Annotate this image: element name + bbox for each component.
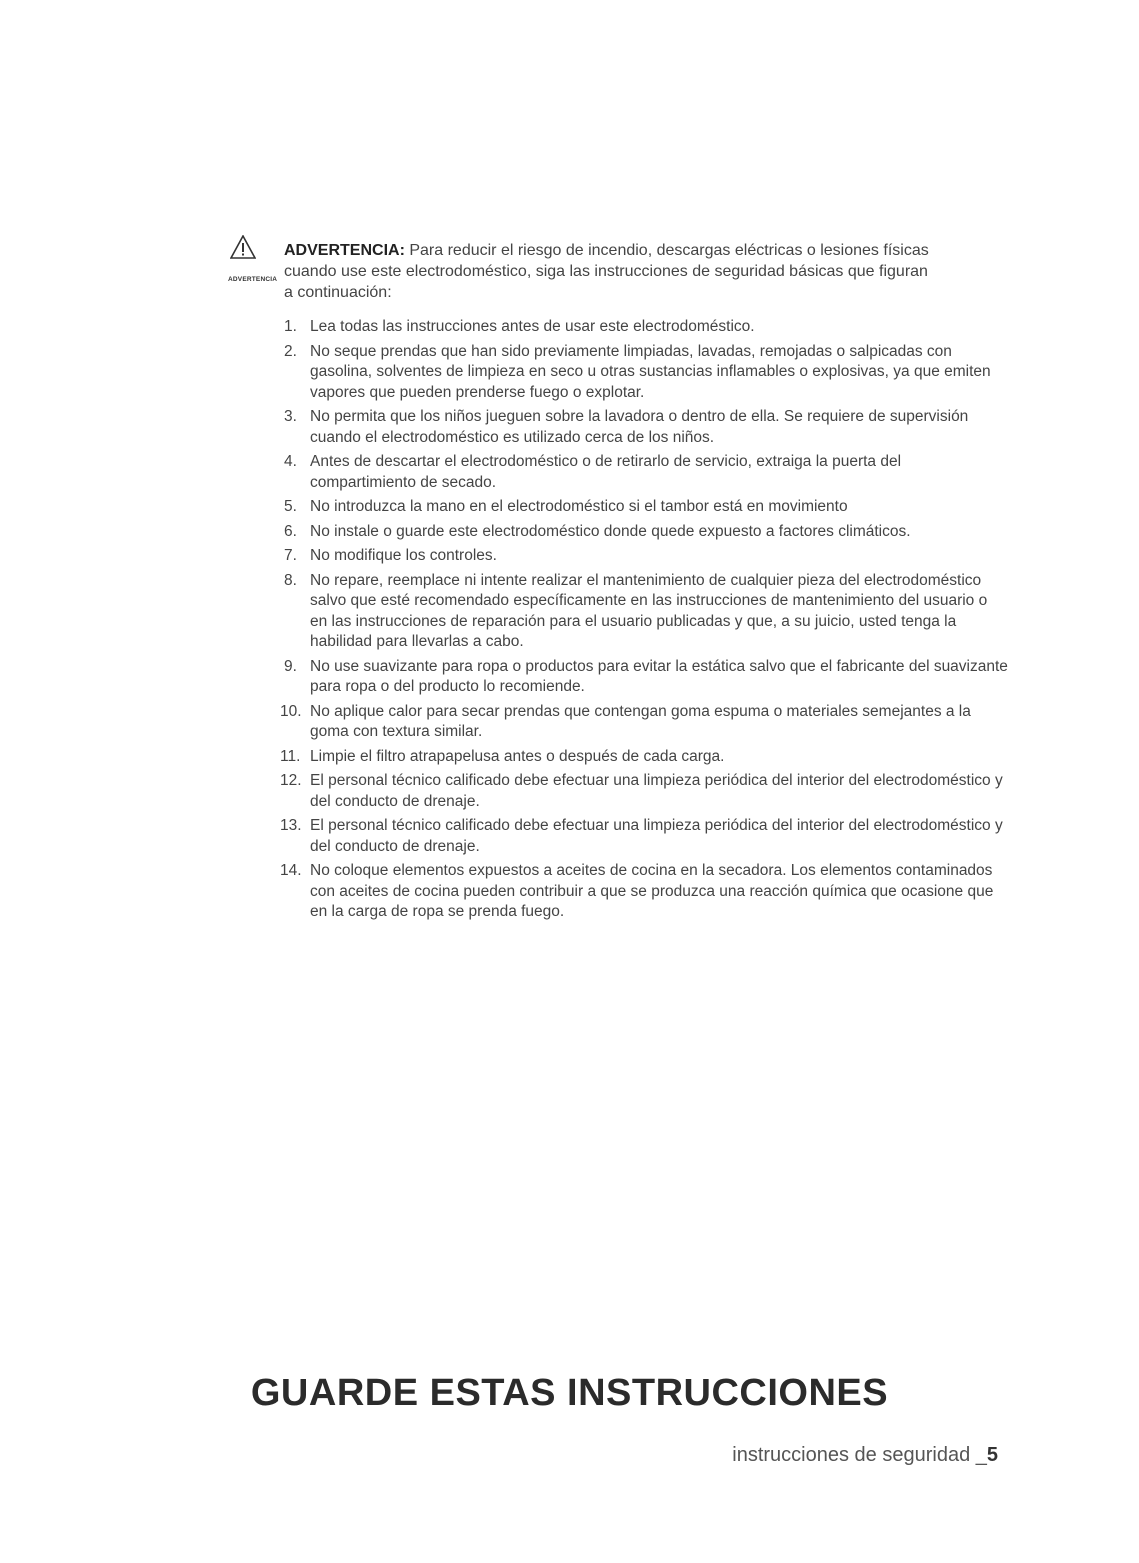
list-item bbox=[280, 702, 1008, 743]
item-text: El personal técnico calificado debe efectuar una limpieza periódica del interior del electrodoméstico y del conducto de drenaje. bbox=[310, 772, 1003, 810]
list-item bbox=[280, 747, 1008, 768]
list-item bbox=[284, 571, 1008, 653]
page-number: 5 bbox=[986, 1444, 998, 1466]
list-item bbox=[280, 861, 1008, 923]
item-number: 1. bbox=[284, 318, 297, 335]
warning-continuation: cuando use este electrodoméstico, siga las instrucciones de seguridad básicas que figuran bbox=[284, 263, 928, 280]
list-item bbox=[284, 342, 1008, 404]
list-item bbox=[284, 452, 1008, 493]
item-number: 10. bbox=[280, 702, 302, 720]
warning-block bbox=[228, 240, 1008, 927]
item-number: 9. bbox=[284, 657, 297, 675]
item-number: 11. bbox=[280, 747, 301, 765]
warning-tag: ADVERTENCIA bbox=[228, 276, 278, 283]
item-number: 3. bbox=[284, 408, 297, 425]
list-item bbox=[280, 816, 1008, 857]
item-text: No coloque elementos expuestos a aceites de cocina en la secadora. Los elementos contaminados con aceites de cocina pueden contribuir a que se produzca una reacción química que ocasione que en la carga de ropa se prenda fuego. bbox=[310, 862, 994, 920]
item-number: 12. bbox=[280, 772, 302, 789]
item-text: No permita que los niños jueguen sobre la lavadora o dentro de ella. Se requiere de supervisión cuando el electrodoméstico es utilizado cerca de los niños. bbox=[310, 408, 969, 446]
item-number: 13. bbox=[280, 817, 302, 834]
list-item bbox=[284, 317, 1008, 338]
item-text: Antes de descartar el electrodoméstico o de retirarlo de servicio, extraiga la puerta del compartimiento de secado. bbox=[310, 453, 902, 491]
item-text: No use suavizante para ropa o productos para evitar la estática salvo que el fabricante del suavizante para ropa o del producto lo recomiende. bbox=[310, 657, 1008, 695]
item-text: No introduzca la mano en el electrodoméstico si el tambor está en movimiento bbox=[310, 498, 848, 515]
list-item bbox=[284, 522, 1008, 543]
list-item bbox=[284, 657, 1008, 698]
item-number: 14. bbox=[280, 862, 302, 879]
list-item bbox=[284, 546, 1008, 567]
footer-section: instrucciones de seguridad _ bbox=[732, 1444, 987, 1466]
save-instructions-title: GUARDE ESTAS INSTRUCCIONES bbox=[250, 1372, 889, 1414]
item-number: 2. bbox=[284, 342, 297, 360]
item-number: 8. bbox=[284, 571, 297, 589]
item-text: No repare, reemplace ni intente realizar el mantenimiento de cualquier pieza del electrodoméstico salvo que esté recomendado específicamente en las instrucciones de mantenimiento del usuario o en las instrucciones de reparación para el usuario publicadas y que, a su juicio, usted tenga la habilidad para llevarlas a cabo. bbox=[310, 571, 988, 650]
warning-lead: Para reducir el riesgo de incendio, descargas eléctricas o lesiones físicas bbox=[409, 242, 929, 259]
list-item bbox=[280, 771, 1008, 812]
item-text: No modifique los controles. bbox=[310, 547, 497, 564]
list-item bbox=[284, 407, 1008, 448]
item-text: No seque prendas que han sido previamente limpiadas, lavadas, remojadas o salpicadas con gasolina, solventes de limpieza en seco u otras sustancias inflamables o explosivas, ya que emiten vapores que pueden prenderse fuego o explotar. bbox=[310, 342, 991, 401]
item-number: 7. bbox=[284, 547, 297, 564]
item-number: 6. bbox=[284, 522, 297, 540]
item-text: El personal técnico calificado debe efectuar una limpieza periódica del interior del electrodoméstico y del conducto de drenaje. bbox=[310, 817, 1003, 855]
item-number: 5. bbox=[284, 498, 297, 515]
list-item bbox=[284, 497, 1008, 518]
item-text: No instale o guarde este electrodoméstico donde quede expuesto a factores climáticos. bbox=[310, 522, 911, 540]
safety-list bbox=[228, 317, 1008, 923]
page-footer bbox=[732, 1444, 998, 1467]
warning-continuation-2: a continuación: bbox=[284, 284, 392, 301]
item-number: 4. bbox=[284, 453, 297, 470]
item-text: Limpie el filtro atrapapelusa antes o después de cada carga. bbox=[310, 747, 725, 765]
warning-title: ADVERTENCIA: bbox=[284, 242, 405, 259]
warning-triangle-icon bbox=[230, 235, 256, 259]
item-text: No aplique calor para secar prendas que contengan goma espuma o materiales semejantes a la goma con textura similar. bbox=[310, 702, 971, 740]
item-text: Lea todas las instrucciones antes de usar este electrodoméstico. bbox=[310, 318, 755, 335]
